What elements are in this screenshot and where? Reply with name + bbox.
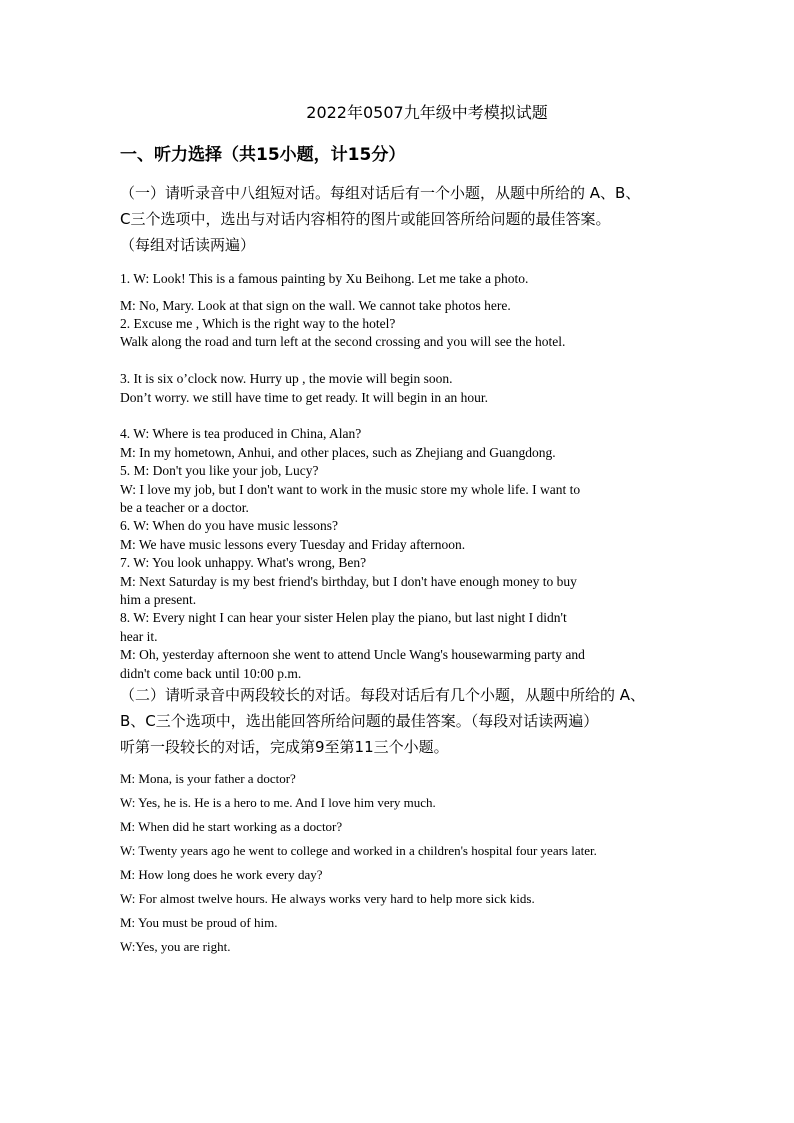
dialogue-line: Don’t worry. we still have time to get ready. It will begin in an hour. xyxy=(120,390,489,405)
dialogue-line: 8. W: Every night I can hear your sister Helen play the piano, but last night I didn't xyxy=(120,610,567,625)
dialogue-line: him a present. xyxy=(120,592,197,607)
dialogue-line: W: Twenty years ago he went to college and worked in a children's hospital four years later. xyxy=(120,843,597,858)
part2-instruction: B、C三个选项中，选出能回答所给问题的最佳答案。（每段对话读两遍） xyxy=(120,712,599,730)
dialogue-line: M: We have music lessons every Tuesday and Friday afternoon. xyxy=(120,537,466,552)
part1-instruction: C三个选项中，选出与对话内容相符的图片或能回答所给问题的最佳答案。 xyxy=(120,210,611,228)
dialogue-line: 4. W: Where is tea produced in China, Alan? xyxy=(120,426,362,441)
dialogue-line: didn't come back until 10:00 p.m. xyxy=(120,666,302,681)
dialogue-line: M: Oh, yesterday afternoon she went to attend Uncle Wang's housewarming party and xyxy=(120,647,585,662)
document-title: 2022年0507九年级中考模拟试题 xyxy=(306,103,548,122)
dialogue-line: 3. It is six o’clock now. Hurry up , the movie will begin soon. xyxy=(120,371,453,386)
dialogue-line: Walk along the road and turn left at the second crossing and you will see the hotel. xyxy=(120,334,566,349)
dialogue-line: M: How long does he work every day? xyxy=(120,867,323,882)
dialogue-line: M: In my hometown, Anhui, and other places, such as Zhejiang and Guangdong. xyxy=(120,445,556,460)
dialogue-line: W: For almost twelve hours. He always works very hard to help more sick kids. xyxy=(120,891,535,906)
dialogue-line: M: When did he start working as a doctor? xyxy=(120,819,343,834)
part2-instruction: （二）请听录音中两段较长的对话。每段对话后有几个小题，从题中所给的 A、 xyxy=(120,686,646,704)
part1-instruction: （一）请听录音中八组短对话。每组对话后有一个小题，从题中所给的 A、B、 xyxy=(120,184,641,202)
dialogue-line: M: You must be proud of him. xyxy=(120,915,278,930)
dialogue-line: be a teacher or a doctor. xyxy=(120,500,249,515)
dialogue-line: M: Next Saturday is my best friend's birthday, but I don't have enough money to buy xyxy=(120,574,577,589)
dialogue-line: M: No, Mary. Look at that sign on the wall. We cannot take photos here. xyxy=(120,298,511,313)
part1-instruction: （每组对话读两遍） xyxy=(120,236,256,254)
dialogue-line: W: Yes, he is. He is a hero to me. And I love him very much. xyxy=(120,795,436,810)
dialogue-line: hear it. xyxy=(120,629,158,644)
dialogue-line: 1. W: Look! This is a famous painting by Xu Beihong. Let me take a photo. xyxy=(120,271,529,286)
dialogue-line: M: Mona, is your father a doctor? xyxy=(120,771,296,786)
dialogue-line: W: I love my job, but I don't want to work in the music store my whole life. I want to xyxy=(120,482,581,497)
dialogue-line: 6. W: When do you have music lessons? xyxy=(120,518,338,533)
dialogue-line: W:Yes, you are right. xyxy=(120,939,231,954)
dialogue-line: 2. Excuse me , Which is the right way to the hotel? xyxy=(120,316,396,331)
part2-instruction: 听第一段较长的对话，完成第9至第11三个小题。 xyxy=(120,738,449,756)
section-heading: 一、听力选择（共15小题，计15分） xyxy=(120,145,406,165)
dialogue-line: 7. W: You look unhappy. What's wrong, Ben? xyxy=(120,555,367,570)
dialogue-line: 5. M: Don't you like your job, Lucy? xyxy=(120,463,319,478)
